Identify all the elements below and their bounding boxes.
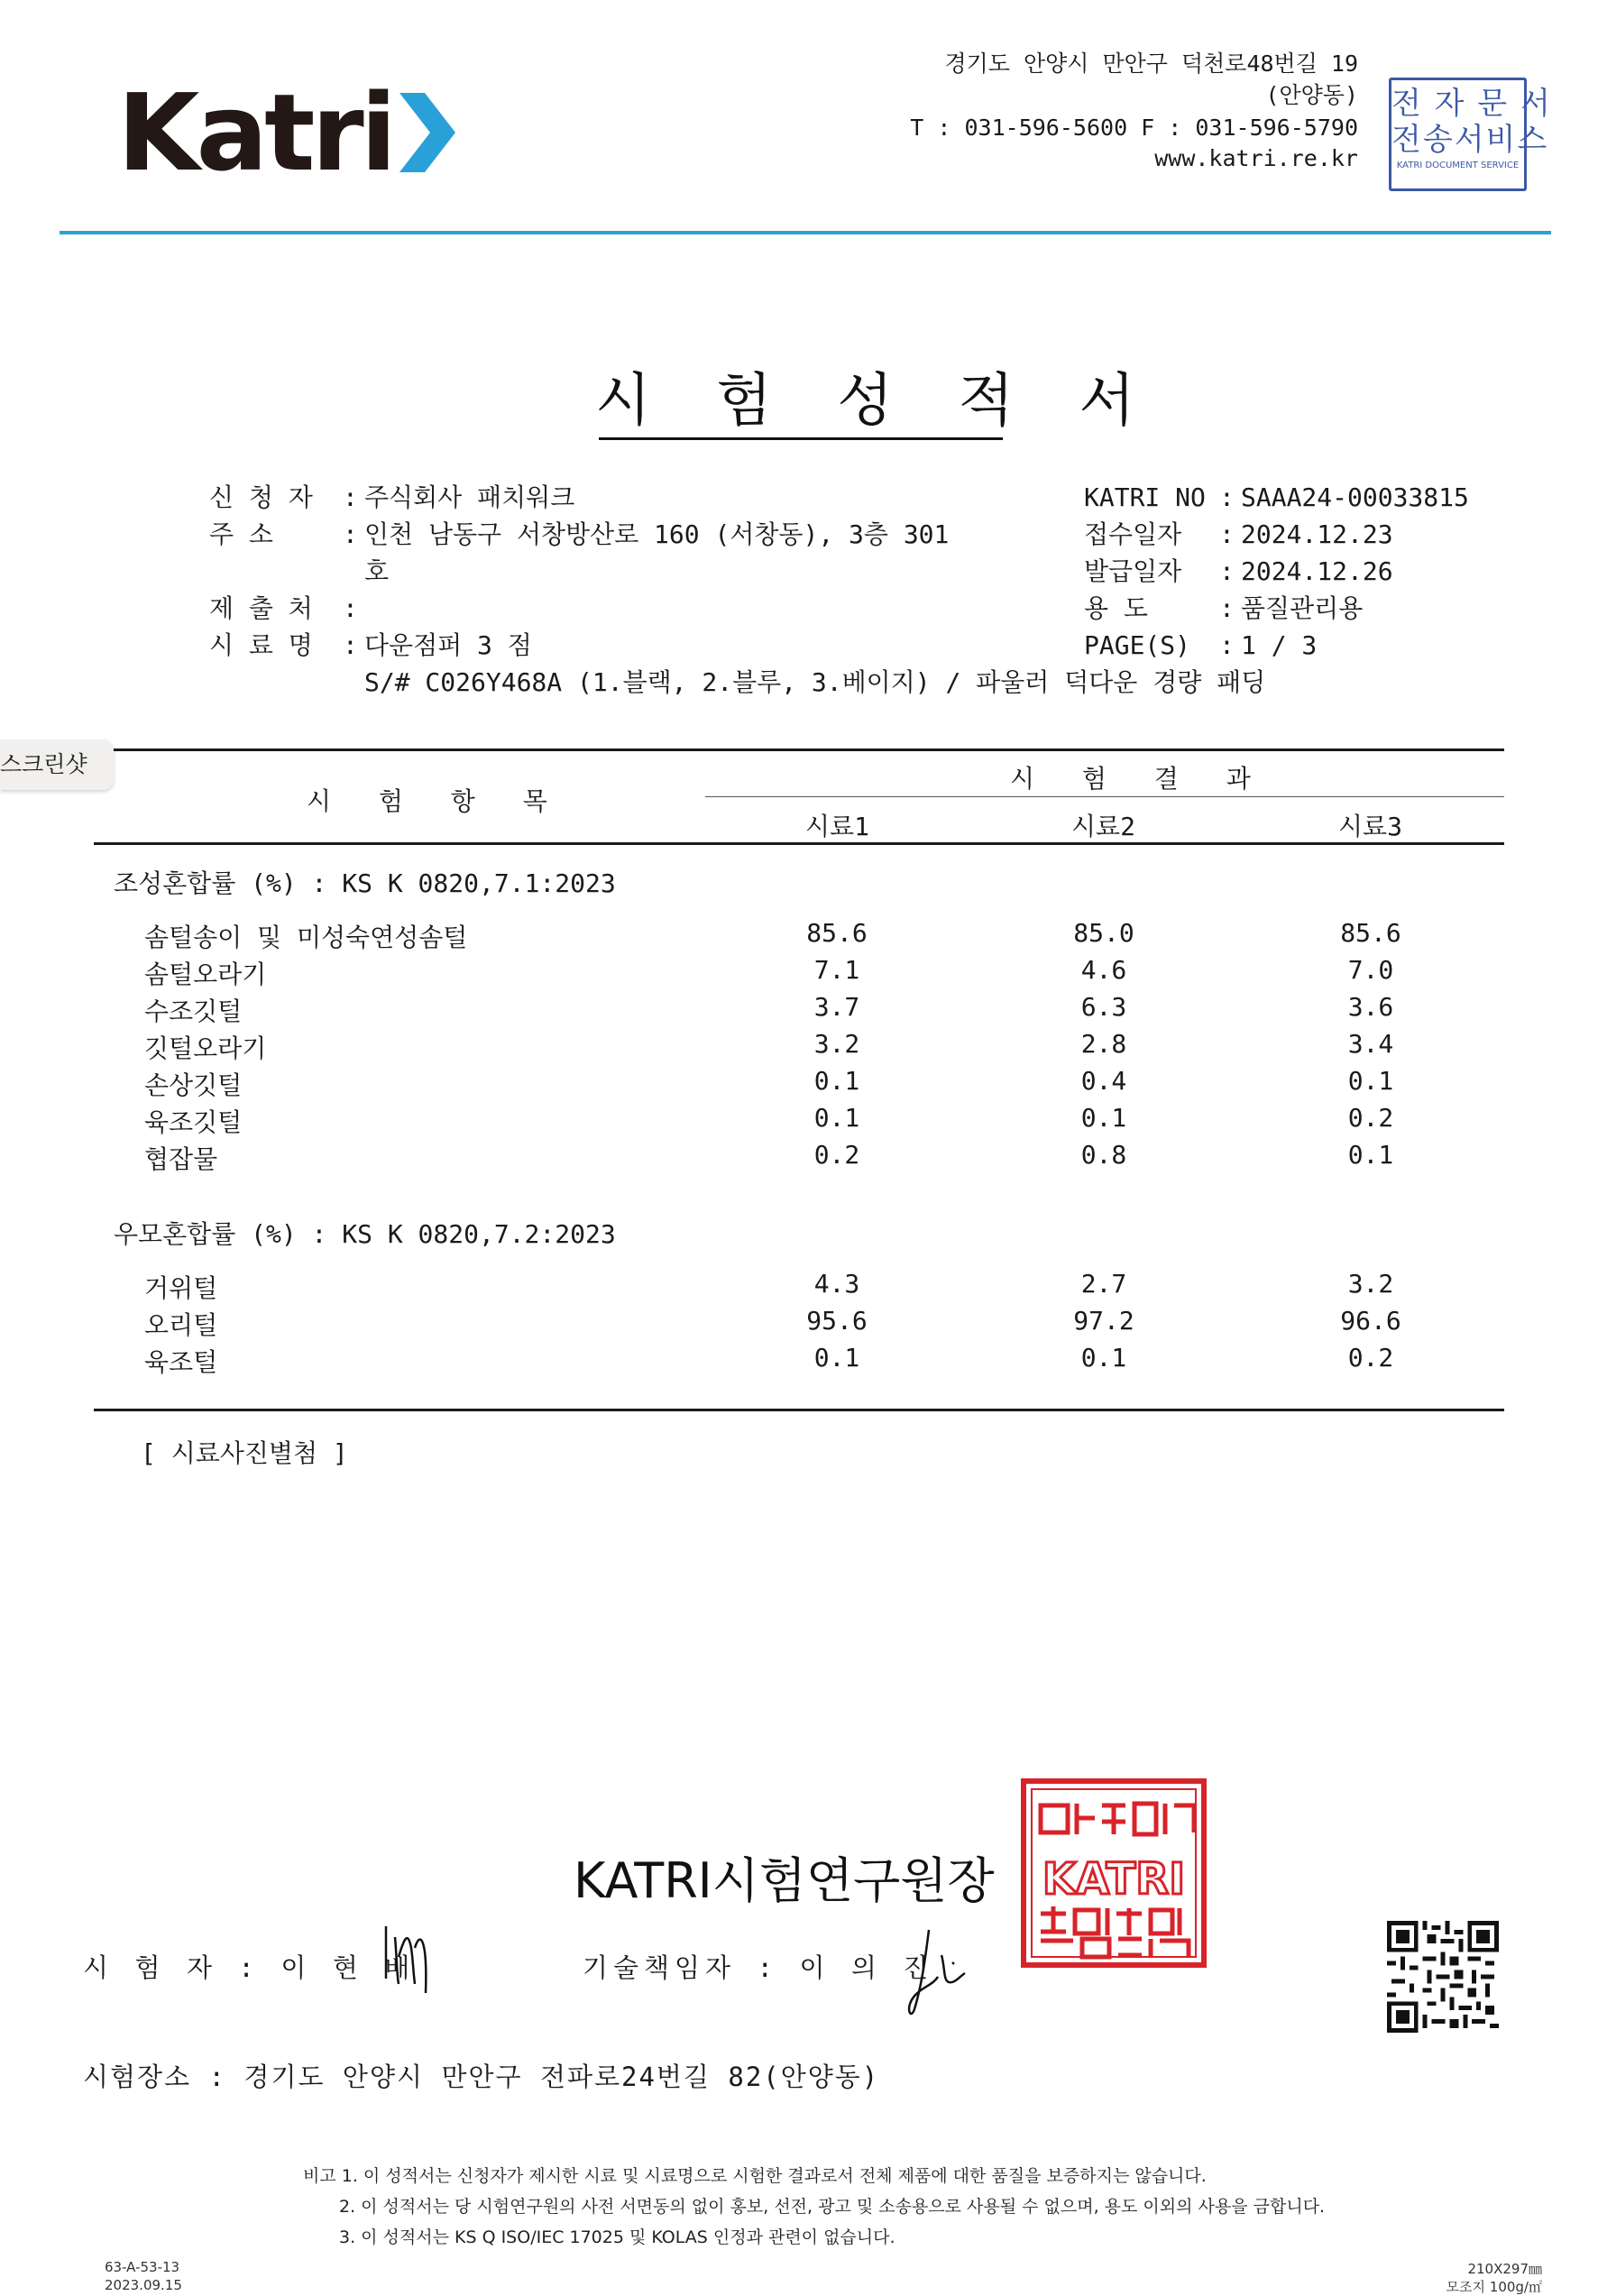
applicant-address: 인천 남동구 서창방산로 160 (서창동), 3층 301 <box>364 519 950 549</box>
section-title: 우모혼합률 (%) : KS K 0820,7.2:2023 <box>114 1219 616 1249</box>
colon: : <box>343 482 358 512</box>
document-title: 시 험 성 적 서 <box>595 368 1159 435</box>
result-header-rule <box>705 796 1504 797</box>
row-label: 깃털오라기 <box>144 1033 267 1063</box>
header-address-line1: 경기도 안양시 만안구 덕천로48번길 19 <box>944 51 1358 77</box>
page-value: 1 / 3 <box>1241 630 1318 660</box>
sample2-header: 시료2 <box>1071 812 1135 841</box>
paper-weight: 모조지 100g/㎡ <box>1446 2279 1542 2295</box>
badge-line1: 전 자 문 서 <box>1391 86 1552 122</box>
row-value: 0.4 <box>1080 1066 1127 1096</box>
row-value: 4.6 <box>1080 955 1127 985</box>
received-date-value: 2024.12.23 <box>1241 519 1393 549</box>
header-divider <box>60 231 1551 234</box>
row-value: 7.0 <box>1347 955 1394 985</box>
row-label: 거위털 <box>144 1273 218 1303</box>
colon: : <box>343 630 358 660</box>
page-label: PAGE(S) <box>1084 630 1191 660</box>
chevron-right-icon <box>394 93 457 172</box>
table-header-rule <box>94 842 1504 845</box>
row-value: 85.0 <box>1073 918 1134 948</box>
submitter-label: 제 출 처 <box>209 593 313 623</box>
screenshot-tab[interactable]: 스크린샷 <box>0 739 114 790</box>
colon: : <box>1219 519 1235 549</box>
row-value: 0.1 <box>1080 1343 1127 1373</box>
issued-date-label: 발급일자 <box>1084 556 1182 586</box>
sample-value: 다운점퍼 3 점 <box>364 630 532 660</box>
row-value: 0.1 <box>813 1103 860 1133</box>
row-value: 0.2 <box>813 1140 860 1170</box>
tester-label: 시 험 자 : 이 현 배 <box>83 1952 416 1983</box>
colon: : <box>343 593 358 623</box>
row-value: 3.2 <box>813 1029 860 1059</box>
row-label: 솜털송이 및 미성숙연성솜털 <box>144 923 468 952</box>
table-top-rule <box>114 748 1504 751</box>
row-label: 육조깃털 <box>144 1107 243 1137</box>
row-label: 솜털오라기 <box>144 960 267 989</box>
seal-text: KATRI <box>1042 1854 1186 1905</box>
purpose-value: 품질관리용 <box>1241 593 1364 623</box>
applicant-address-cont: 호 <box>364 556 390 586</box>
row-value: 0.1 <box>1347 1140 1394 1170</box>
row-label: 육조털 <box>144 1347 218 1377</box>
header-address-line2: (안양동) <box>1265 82 1358 108</box>
row-value: 0.1 <box>813 1343 860 1373</box>
applicant-name-label: 신 청 자 <box>209 482 313 512</box>
sample-detail: S/# C026Y468A (1.블랙, 2.블루, 3.베이지) / 파울러 덕다운 경량 패딩 <box>364 667 1266 697</box>
test-result-header: 시 험 결 과 <box>1010 764 1267 794</box>
header-phone-fax: T : 031-596-5600 F : 031-596-5790 <box>910 115 1358 141</box>
row-value: 0.1 <box>813 1066 860 1096</box>
received-date-label: 접수일자 <box>1084 519 1182 549</box>
official-seal-icon <box>1021 1778 1207 1968</box>
organization-name: KATRI시험연구원장 <box>574 1852 995 1909</box>
colon: : <box>1219 556 1235 586</box>
katri-no-value: SAAA24-00033815 <box>1241 482 1469 512</box>
applicant-address-label: 주 소 <box>209 519 273 549</box>
test-item-header: 시 험 항 목 <box>307 786 564 816</box>
tech-manager-label: 기술책임자 : 이 의 진 <box>583 1952 934 1983</box>
row-label: 손상깃털 <box>144 1070 243 1100</box>
row-value: 95.6 <box>806 1306 868 1336</box>
note-1: 비고 1. 이 성적서는 신청자가 제시한 시료 및 시료명으로 시험한 결과로서 전체 제품에 대한 품질을 보증하지는 않습니다. <box>303 2166 1207 2186</box>
tester-signature-icon <box>379 1921 433 2002</box>
row-value: 6.3 <box>1080 992 1127 1022</box>
title-underline <box>599 437 1003 440</box>
paper-size: 210X297㎜ <box>1467 2261 1542 2277</box>
note-2: 2. 이 성적서는 당 시험연구원의 사전 서면동의 없이 홍보, 선전, 광고 및 소송용으로 사용될 수 없으며, 용도 이외의 사용을 금합니다. <box>339 2197 1326 2217</box>
purpose-label: 용 도 <box>1084 593 1148 623</box>
tech-manager-signature-icon <box>905 1923 978 2022</box>
row-label: 협잡물 <box>144 1144 218 1174</box>
row-value: 0.8 <box>1080 1140 1127 1170</box>
badge-line2: 전송서비스 <box>1391 122 1549 158</box>
applicant-name: 주식회사 패치워크 <box>364 482 575 512</box>
colon: : <box>343 519 358 549</box>
row-value: 0.2 <box>1347 1343 1394 1373</box>
row-value: 3.6 <box>1347 992 1394 1022</box>
test-location: 시험장소 : 경기도 안양시 만안구 전파로24번길 82(안양동) <box>83 2062 880 2092</box>
row-value: 85.6 <box>1340 918 1401 948</box>
form-date: 2023.09.15 <box>105 2277 182 2293</box>
qr-code-icon <box>1387 1921 1499 2033</box>
table-bottom-rule <box>94 1409 1504 1411</box>
sample1-header: 시료1 <box>805 812 869 841</box>
row-value: 0.1 <box>1347 1066 1394 1096</box>
colon: : <box>1219 593 1235 623</box>
colon: : <box>1219 482 1235 512</box>
row-value: 4.3 <box>813 1269 860 1299</box>
row-value: 2.7 <box>1080 1269 1127 1299</box>
row-value: 2.8 <box>1080 1029 1127 1059</box>
sample3-header: 시료3 <box>1338 812 1402 841</box>
row-value: 3.4 <box>1347 1029 1394 1059</box>
row-value: 0.1 <box>1080 1103 1127 1133</box>
attachment-note: [ 시료사진별첨 ] <box>141 1438 348 1468</box>
row-value: 0.2 <box>1347 1103 1394 1133</box>
e-document-badge <box>1389 78 1552 191</box>
row-value: 97.2 <box>1073 1306 1134 1336</box>
row-label: 오리털 <box>144 1310 218 1340</box>
row-label: 수조깃털 <box>144 996 243 1026</box>
form-code: 63-A-53-13 <box>105 2259 180 2275</box>
note-3: 3. 이 성적서는 KS Q ISO/IEC 17025 및 KOLAS 인정과 관련이 없습니다. <box>339 2227 895 2247</box>
badge-line3: KATRI DOCUMENT SERVICE <box>1396 161 1520 170</box>
header-website: www.katri.re.kr <box>1154 145 1358 171</box>
row-value: 7.1 <box>813 955 860 985</box>
row-value: 3.7 <box>813 992 860 1022</box>
section-title: 조성혼합률 (%) : KS K 0820,7.1:2023 <box>114 868 616 898</box>
katri-no-label: KATRI NO <box>1084 482 1206 512</box>
row-value: 96.6 <box>1340 1306 1401 1336</box>
row-value: 85.6 <box>806 918 868 948</box>
colon: : <box>1219 630 1235 660</box>
katri-logo: Katri <box>117 70 394 195</box>
row-value: 3.2 <box>1347 1269 1394 1299</box>
issued-date-value: 2024.12.26 <box>1241 556 1393 586</box>
sample-label: 시 료 명 <box>209 630 313 660</box>
